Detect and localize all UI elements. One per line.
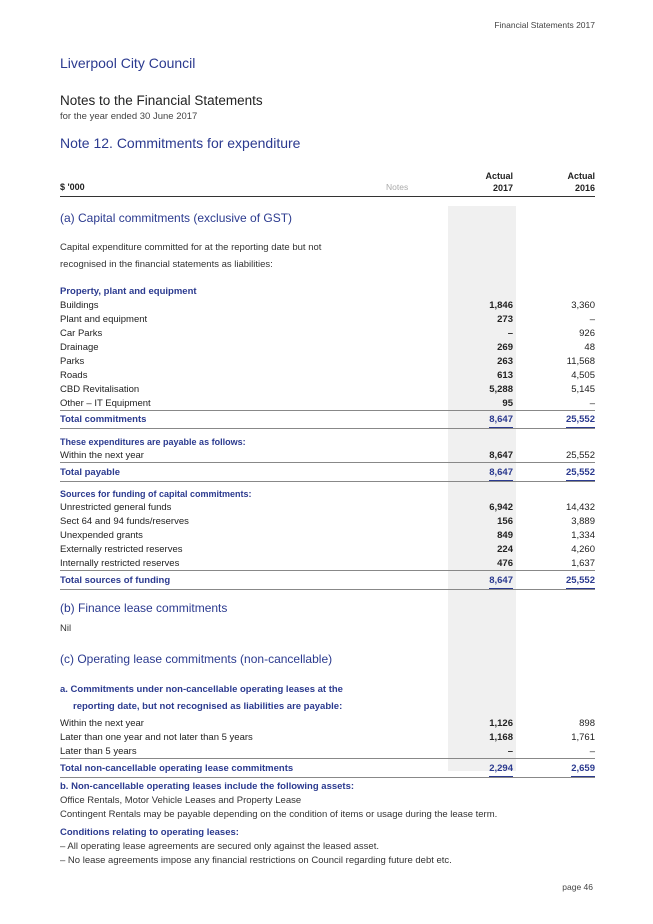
section-a xyxy=(60,210,595,226)
value-2016: 14,432 xyxy=(565,502,595,513)
row-label: Sect 64 and 94 funds/reserves xyxy=(60,516,189,527)
value-2016: 1,334 xyxy=(571,530,595,541)
value-2017: 224 xyxy=(497,544,513,555)
operating-a-block: a. Commitments under non-cancellable operating leases at the reporting date, but not recognised as liabilities are payable: Within the next year 1,126 898 Later than one year and not later than 5 years 1,168 1,761 Later than 5 years – – Total non-cancellable operating lease commitments 2,294 2,659 xyxy=(60,683,595,776)
row-label: Drainage xyxy=(60,342,99,353)
page-number: page 46 xyxy=(562,882,593,892)
section-b xyxy=(60,600,595,636)
table-row xyxy=(60,745,595,759)
value-2017: 263 xyxy=(497,356,513,367)
value-2016: 5,145 xyxy=(571,384,595,395)
column-header xyxy=(60,166,595,197)
row-label: Other – IT Equipment xyxy=(60,398,151,409)
running-header: Financial Statements 2017 xyxy=(494,20,595,30)
row-label: Parks xyxy=(60,356,85,367)
value-2016: 926 xyxy=(579,328,595,339)
table-row xyxy=(60,397,595,411)
table-row xyxy=(60,717,595,731)
value-2017: 273 xyxy=(497,314,513,325)
capital-intro: Capital expenditure committed for at the reporting date but not recognised in the financial statements as liabilities: xyxy=(60,242,322,270)
row-label: Unexpended grants xyxy=(60,530,143,541)
section-c xyxy=(60,651,595,667)
col-2016-header: Actual 2016 xyxy=(567,171,595,193)
unit-label: $ '000 xyxy=(60,182,85,192)
row-label: CBD Revitalisation xyxy=(60,384,140,395)
table-row xyxy=(60,543,595,557)
value-2017: 1,846 xyxy=(489,300,513,311)
total-payable-row: Total payable 8,647 25,552 xyxy=(60,466,595,480)
row-label: Externally restricted reserves xyxy=(60,544,183,555)
row-label: Unrestricted general funds xyxy=(60,502,172,513)
table-row xyxy=(60,557,595,571)
value-2017: 269 xyxy=(497,342,513,353)
row-label: Roads xyxy=(60,370,88,381)
table-row xyxy=(60,355,595,369)
section-c-heading: (c) Operating lease commitments (non-cancellable) xyxy=(60,652,333,666)
value-2017: – xyxy=(507,746,513,757)
page-title: Notes to the Financial Statements xyxy=(60,93,263,108)
conditions-block: Conditions relating to operating leases: – All operating lease agreements are secured only against the leased asset. – No lease agreements impose any financial restrictions on Council regarding future debt etc. xyxy=(60,827,452,866)
table-row xyxy=(60,313,595,327)
operating-b-block: b. Non-cancellable operating leases include the following assets: Office Rentals, Motor Vehicle Leases and Property Lease Contingent Rentals may be payable depending on the condition of items or usage during the lease term. xyxy=(60,781,498,820)
table-row xyxy=(60,515,595,529)
value-2016: 11,568 xyxy=(566,356,595,367)
row-label: Later than one year and not later than 5 years xyxy=(60,732,253,743)
funding-block xyxy=(60,487,595,588)
value-2017: 849 xyxy=(497,530,513,541)
notes-column-label: Notes xyxy=(386,182,409,192)
value-2016: 1,761 xyxy=(571,732,595,743)
finance-nil: Nil xyxy=(60,623,72,634)
table-row xyxy=(60,299,595,313)
table-row: Within the next year 8,647 25,552 xyxy=(60,450,595,461)
row-label: Within the next year xyxy=(60,718,144,729)
value-2016: 3,889 xyxy=(571,516,595,527)
payable-block xyxy=(60,435,595,480)
value-2016: 898 xyxy=(579,718,595,729)
payable-heading: These expenditures are payable as follows: xyxy=(60,437,246,447)
value-2017: 1,126 xyxy=(489,718,513,729)
row-label: Plant and equipment xyxy=(60,314,148,325)
value-2017: 156 xyxy=(497,516,513,527)
row-label: Car Parks xyxy=(60,328,103,339)
value-2017: 95 xyxy=(502,398,513,409)
value-2016: – xyxy=(589,746,595,757)
col-2017-header: Actual 2017 xyxy=(485,171,513,193)
funding-heading: Sources for funding of capital commitments: xyxy=(60,489,252,499)
value-2016: – xyxy=(589,398,595,409)
total-commitments-row: Total commitments 8,647 25,552 xyxy=(60,413,595,427)
value-2016: 3,360 xyxy=(571,300,595,311)
total-funding-row: Total sources of funding 8,647 25,552 xyxy=(60,574,595,588)
table-row xyxy=(60,327,595,341)
value-2016: – xyxy=(589,314,595,325)
value-2016: 4,260 xyxy=(571,544,595,555)
section-b-heading: (b) Finance lease commitments xyxy=(60,601,228,615)
page-subtitle: for the year ended 30 June 2017 xyxy=(60,111,198,122)
value-2016: 1,637 xyxy=(571,558,595,569)
table-row xyxy=(60,383,595,397)
value-2017: 6,942 xyxy=(489,502,513,513)
note-heading: Note 12. Commitments for expenditure xyxy=(60,135,301,151)
table-row xyxy=(60,369,595,383)
table-row xyxy=(60,501,595,515)
value-2017: 613 xyxy=(497,370,513,381)
value-2017: 5,288 xyxy=(489,384,513,395)
value-2016: 4,505 xyxy=(571,370,595,381)
value-2016: 48 xyxy=(584,342,595,353)
table-row xyxy=(60,731,595,745)
row-label: Buildings xyxy=(60,300,99,311)
ppe-heading: Property, plant and equipment xyxy=(60,286,197,297)
value-2017: 476 xyxy=(497,558,513,569)
value-2017: 1,168 xyxy=(489,732,513,743)
total-operating-row: Total non-cancellable operating lease commitments 2,294 2,659 xyxy=(60,762,595,776)
row-label: Later than 5 years xyxy=(60,746,137,757)
section-a-heading: (a) Capital commitments (exclusive of GST) xyxy=(60,211,293,225)
row-label: Internally restricted reserves xyxy=(60,558,180,569)
council-name: Liverpool City Council xyxy=(60,55,196,71)
table-row xyxy=(60,529,595,543)
value-2017: – xyxy=(507,328,513,339)
table-row xyxy=(60,341,595,355)
ppe-block xyxy=(60,285,595,427)
